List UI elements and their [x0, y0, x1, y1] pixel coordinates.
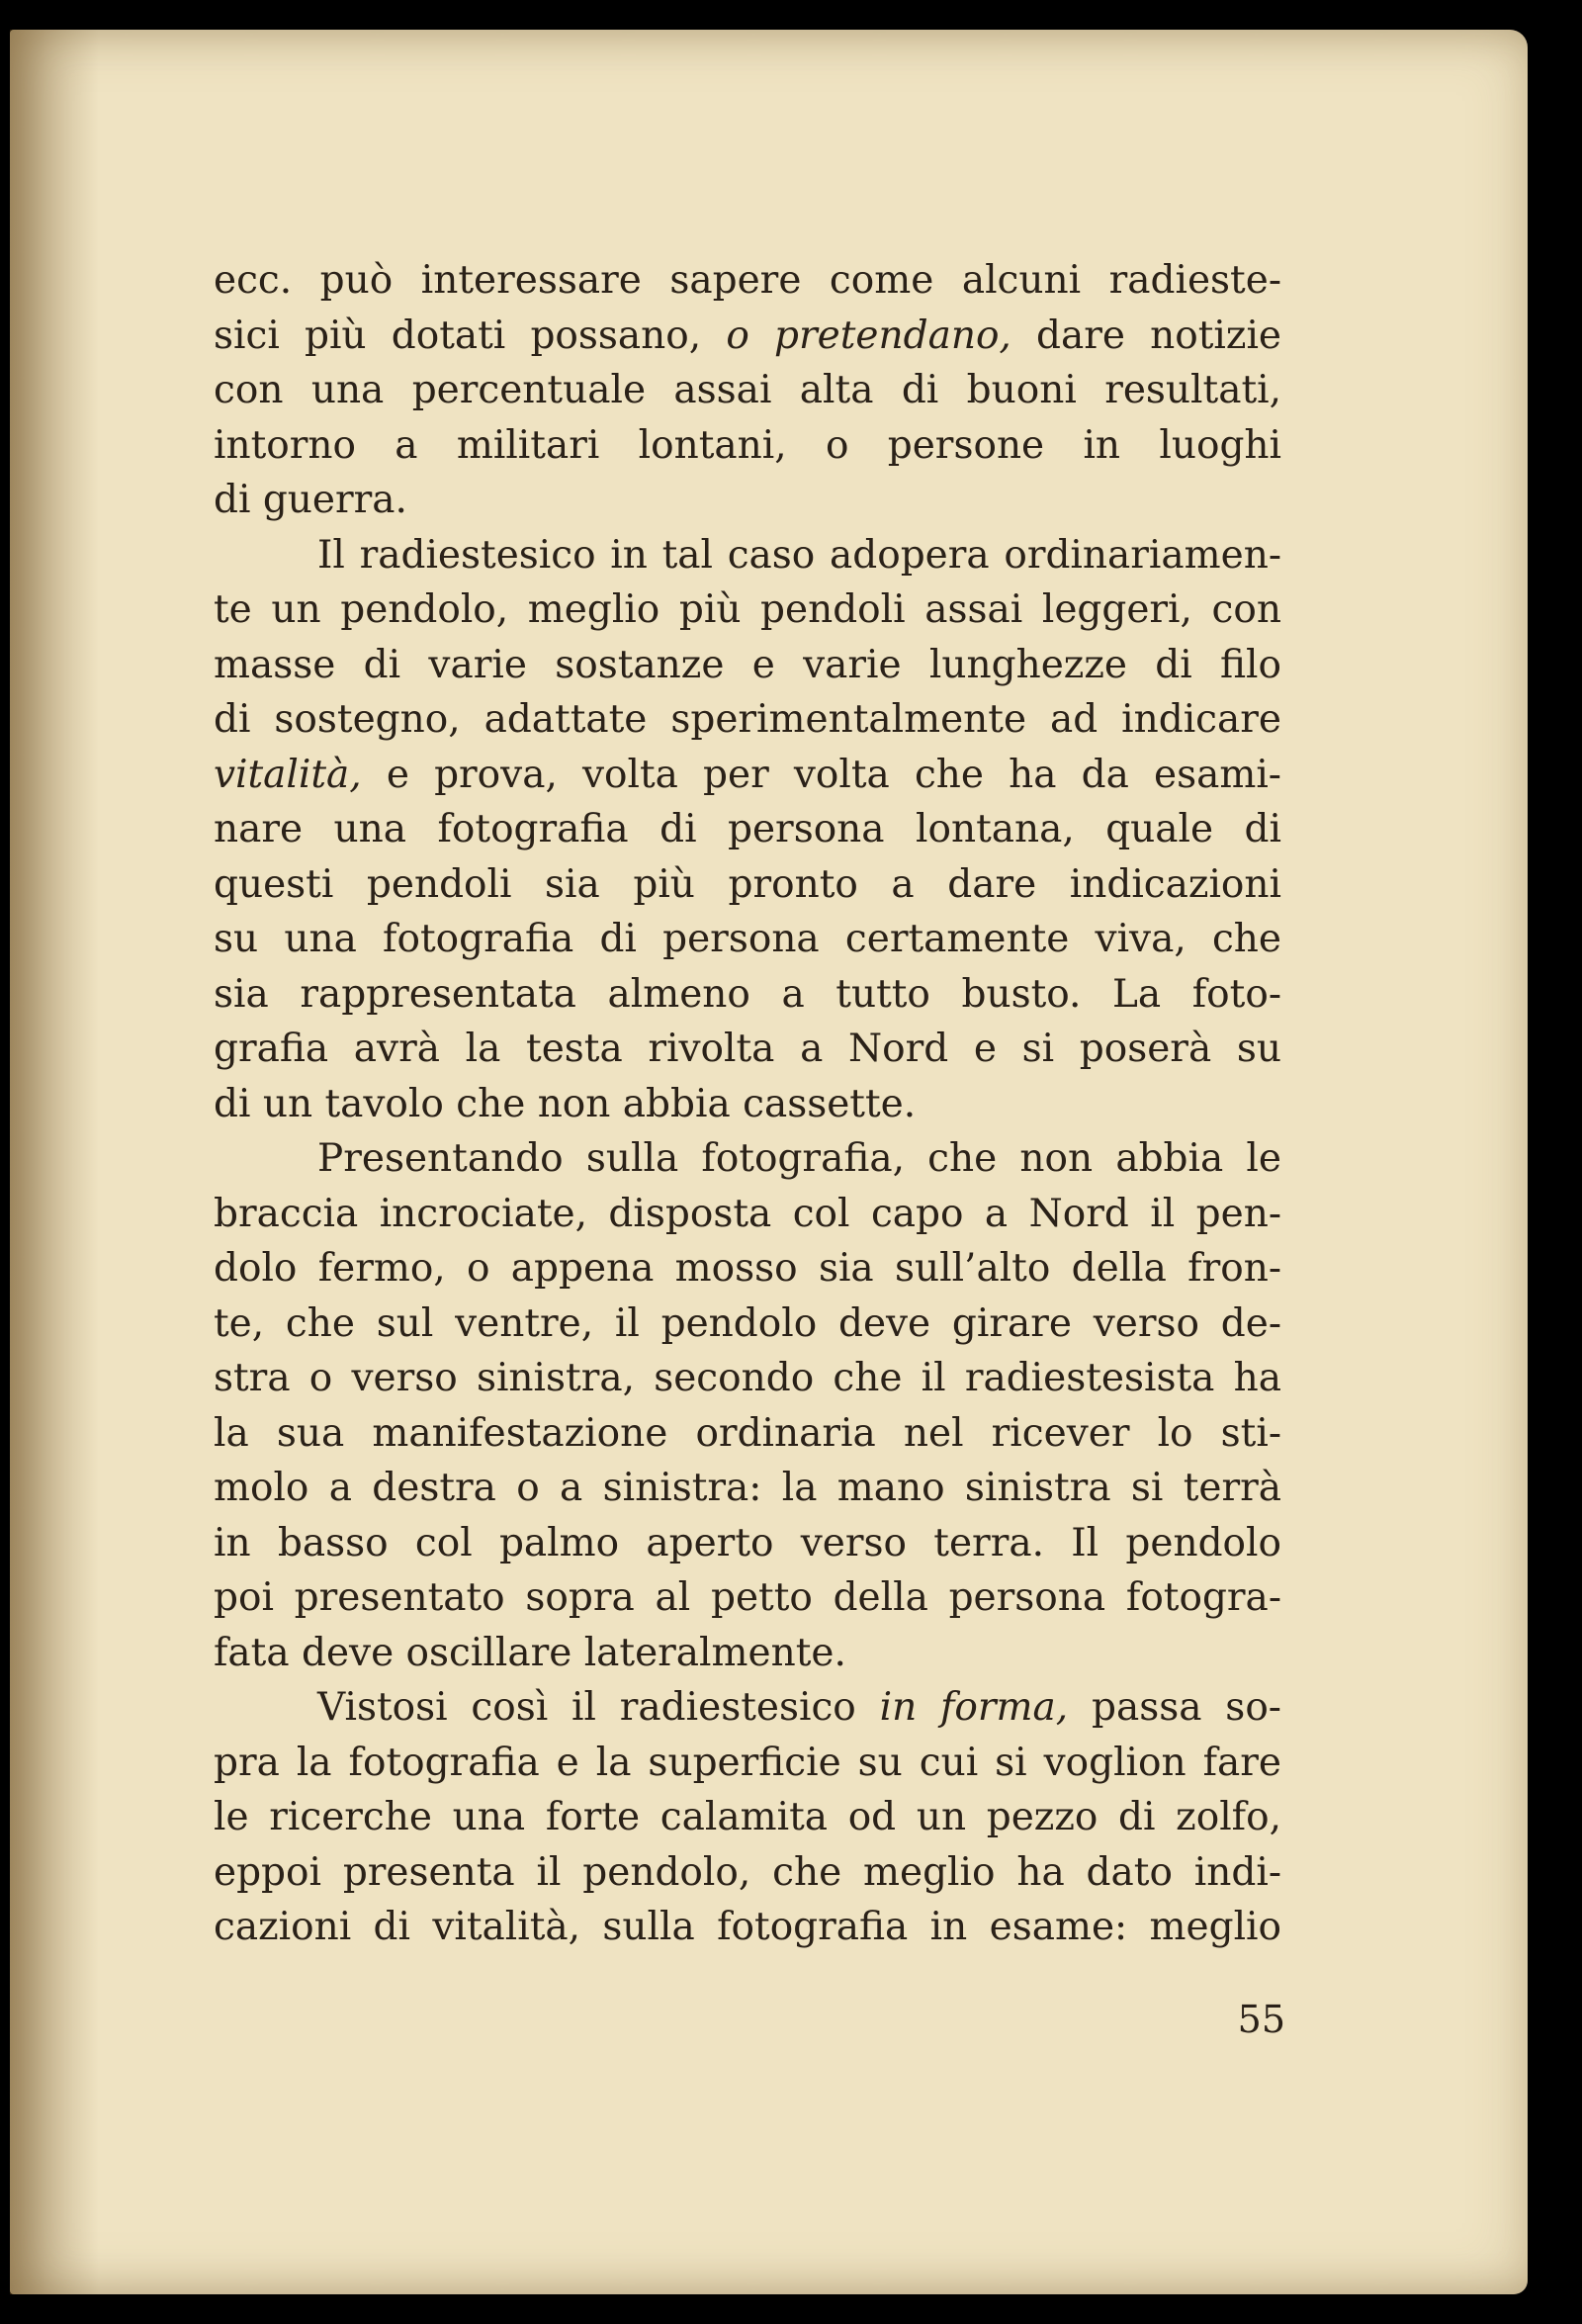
text-line: braccia incrociate, disposta col capo a Nord il pen-	[214, 1191, 1281, 1236]
body-text	[214, 253, 1281, 1955]
paragraph-first-line: Vistosi così il radiestesico in forma, passa so-	[317, 1685, 1281, 1730]
text-line: la sua manifestazione ordinaria nel ricever lo sti-	[214, 1410, 1281, 1456]
text-line: in basso col palmo aperto verso terra. Il pendolo	[214, 1520, 1281, 1565]
text-line: sia rappresentata almeno a tutto busto. La foto-	[214, 971, 1281, 1017]
text-line: con una percentuale assai alta di buoni resultati,	[214, 368, 1281, 412]
text-line: ecc. può interessare sapere come alcuni radieste-	[214, 258, 1281, 303]
text-line: intorno a militari lontani, o persone in luoghi	[214, 422, 1281, 468]
text-line: pra la fotografia e la superficie su cui si voglion fare	[214, 1740, 1281, 1785]
text-line: le ricerche una forte calamita od un pezzo di zolfo,	[214, 1795, 1281, 1839]
text-line: di sostegno, adattate sperimentalmente ad indicare	[214, 697, 1281, 742]
text-line: sici più dotati possano, o pretendano, dare notizie	[214, 313, 1281, 358]
text-line: molo a destra o a sinistra: la mano sinistra si terrà	[214, 1466, 1281, 1510]
text-line: eppoi presenta il pendolo, che meglio ha dato indi-	[214, 1849, 1281, 1895]
paragraph-first-line: Il radiestesico in tal caso adopera ordinariamen-	[317, 532, 1281, 578]
text-line: te un pendolo, meglio più pendoli assai leggeri, con	[214, 587, 1281, 632]
text-line: di un tavolo che non abbia cassette.	[214, 1081, 917, 1126]
text-line: stra o verso sinistra, secondo che il radiestesista ha	[214, 1356, 1281, 1400]
binding-gutter	[10, 30, 99, 2294]
text-line: nare una fotografia di persona lontana, quale di	[214, 807, 1281, 851]
text-line: poi presentato sopra al petto della persona fotogra-	[214, 1575, 1281, 1620]
text-line: questi pendoli sia più pronto a dare indicazioni	[214, 861, 1281, 907]
text-line: vitalità, e prova, volta per volta che ha da esami-	[214, 752, 1281, 797]
text-line: fata deve oscillare lateralmente.	[214, 1630, 846, 1675]
text-line: masse di varie sostanze e varie lunghezze di filo	[214, 642, 1281, 687]
page-number: 55	[1237, 1998, 1285, 2041]
text-line: dolo fermo, o appena mosso sia sull’alto della fron-	[214, 1246, 1281, 1291]
text-line: te, che sul ventre, il pendolo deve girare verso de-	[214, 1300, 1281, 1346]
text-line: di guerra.	[214, 478, 407, 522]
text-line: su una fotografia di persona certamente viva, che	[214, 917, 1281, 961]
paragraph-first-line: Presentando sulla fotografia, che non abbia le	[317, 1136, 1281, 1181]
text-line: grafia avrà la testa rivolta a Nord e si poserà su	[214, 1027, 1281, 1071]
text-line: cazioni di vitalità, sulla fotografia in esame: meglio	[214, 1905, 1281, 1949]
